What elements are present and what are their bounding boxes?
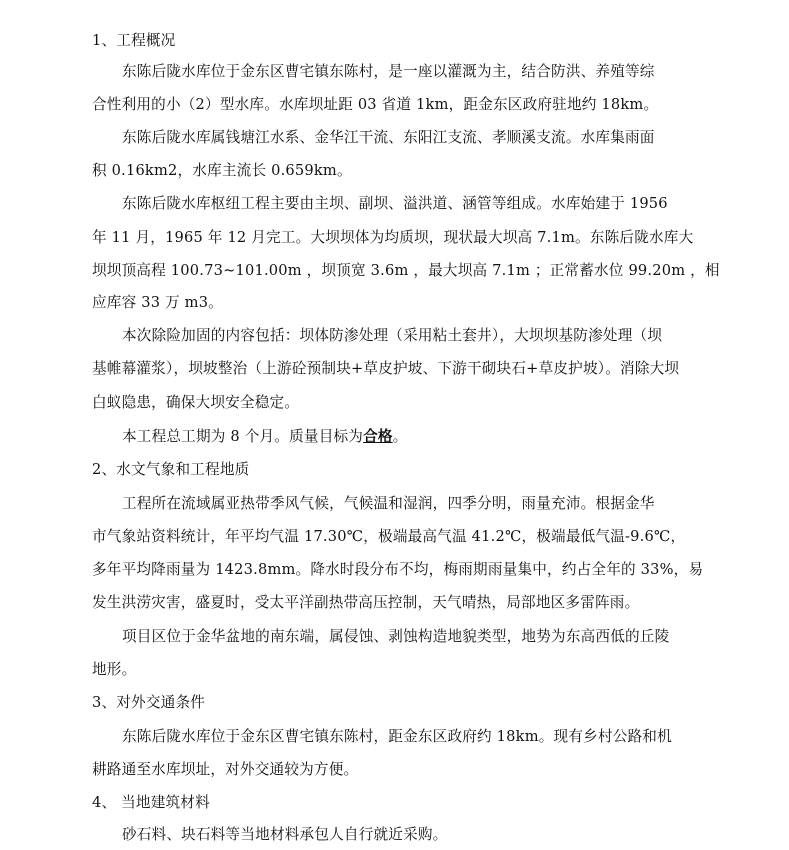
paragraph-line: 工程所在流域属亚热带季风气候，气候温和湿润，四季分明，雨量充沛。根据金华 (122, 495, 655, 512)
paragraph-line: 应库容 33 万 m3。 (92, 294, 223, 311)
section-heading: 2、水文气象和工程地质 (92, 461, 250, 478)
paragraph-line: 本次除险加固的内容包括：坝体防渗处理（采用粘土套井），大坝坝基防渗处理（坝 (122, 327, 663, 344)
paragraph-line: 坝坝顶高程 100.73~101.00m ，坝顶宽 3.6m ，最大坝高 7.1m ；正常蓄水位 99.20m ，相 (92, 262, 720, 279)
paragraph-line: 年 11 月，1965 年 12 月完工。大坝坝体为均质坝，现状最大坝高 7.1m。东陈后陇水库大 (92, 229, 694, 246)
paragraph-line: 耕路通至水库坝址，对外交通较为方便。 (92, 761, 359, 778)
quality-target-line (122, 425, 407, 449)
paragraph-line: 东陈后陇水库属钱塘江水系、金华江干流、东阳江支流、孝顺溪支流。水库集雨面 (122, 129, 655, 146)
section-heading: 3、对外交通条件 (92, 694, 206, 711)
paragraph-line: 东陈后陇水库枢纽工程主要由主坝、副坝、溢洪道、涵管等组成。水库始建于 1956 (122, 195, 668, 212)
quality-target-text: 本工程总工期为 8 个月。质量目标为 (122, 428, 364, 445)
paragraph-line: 东陈后陇水库位于金东区曹宅镇东陈村，距金东区政府约 18km。现有乡村公路和机 (122, 728, 672, 745)
paragraph-line: 积 0.16km2，水库主流长 0.659km。 (92, 162, 352, 179)
paragraph-line: 东陈后陇水库位于金东区曹宅镇东陈村，是一座以灌溉为主，结合防洪、养殖等综 (122, 63, 655, 80)
paragraph-line: 发生洪涝灾害，盛夏时，受太平洋副热带高压控制，天气晴热，局部地区多雷阵雨。 (92, 594, 640, 611)
paragraph-line: 地形。 (92, 661, 137, 678)
paragraph-line: 基帷幕灌浆），坝坡整治（上游砼预制块+草皮护坡、下游干砌块石+草皮护坡）。消除大坝 (92, 360, 680, 377)
section-heading: 4、 当地建筑材料 (92, 794, 210, 811)
paragraph-line: 合性利用的小（2）型水库。水库坝址距 03 省道 1km，距金东区政府驻地约 18km。 (92, 96, 659, 113)
quality-target-emphasis: 合格 (363, 428, 393, 445)
paragraph-line: 白蚁隐患，确保大坝安全稳定。 (92, 394, 300, 411)
quality-target-end: 。 (392, 428, 408, 445)
section-heading: 1、工程概况 (92, 32, 176, 49)
paragraph-line: 项目区位于金华盆地的南东端，属侵蚀、剥蚀构造地貌类型，地势为东高西低的丘陵 (122, 628, 670, 645)
paragraph-line: 市气象站资料统计，年平均气温 17.30℃，极端最高气温 41.2℃，极端最低气温-9.6℃， (92, 528, 686, 545)
paragraph-line: 砂石料、块石料等当地材料承包人自行就近采购。 (122, 826, 448, 843)
paragraph-line: 多年平均降雨量为 1423.8mm。降水时段分布不均，梅雨期雨量集中，约占全年的 33%，易 (92, 561, 704, 578)
